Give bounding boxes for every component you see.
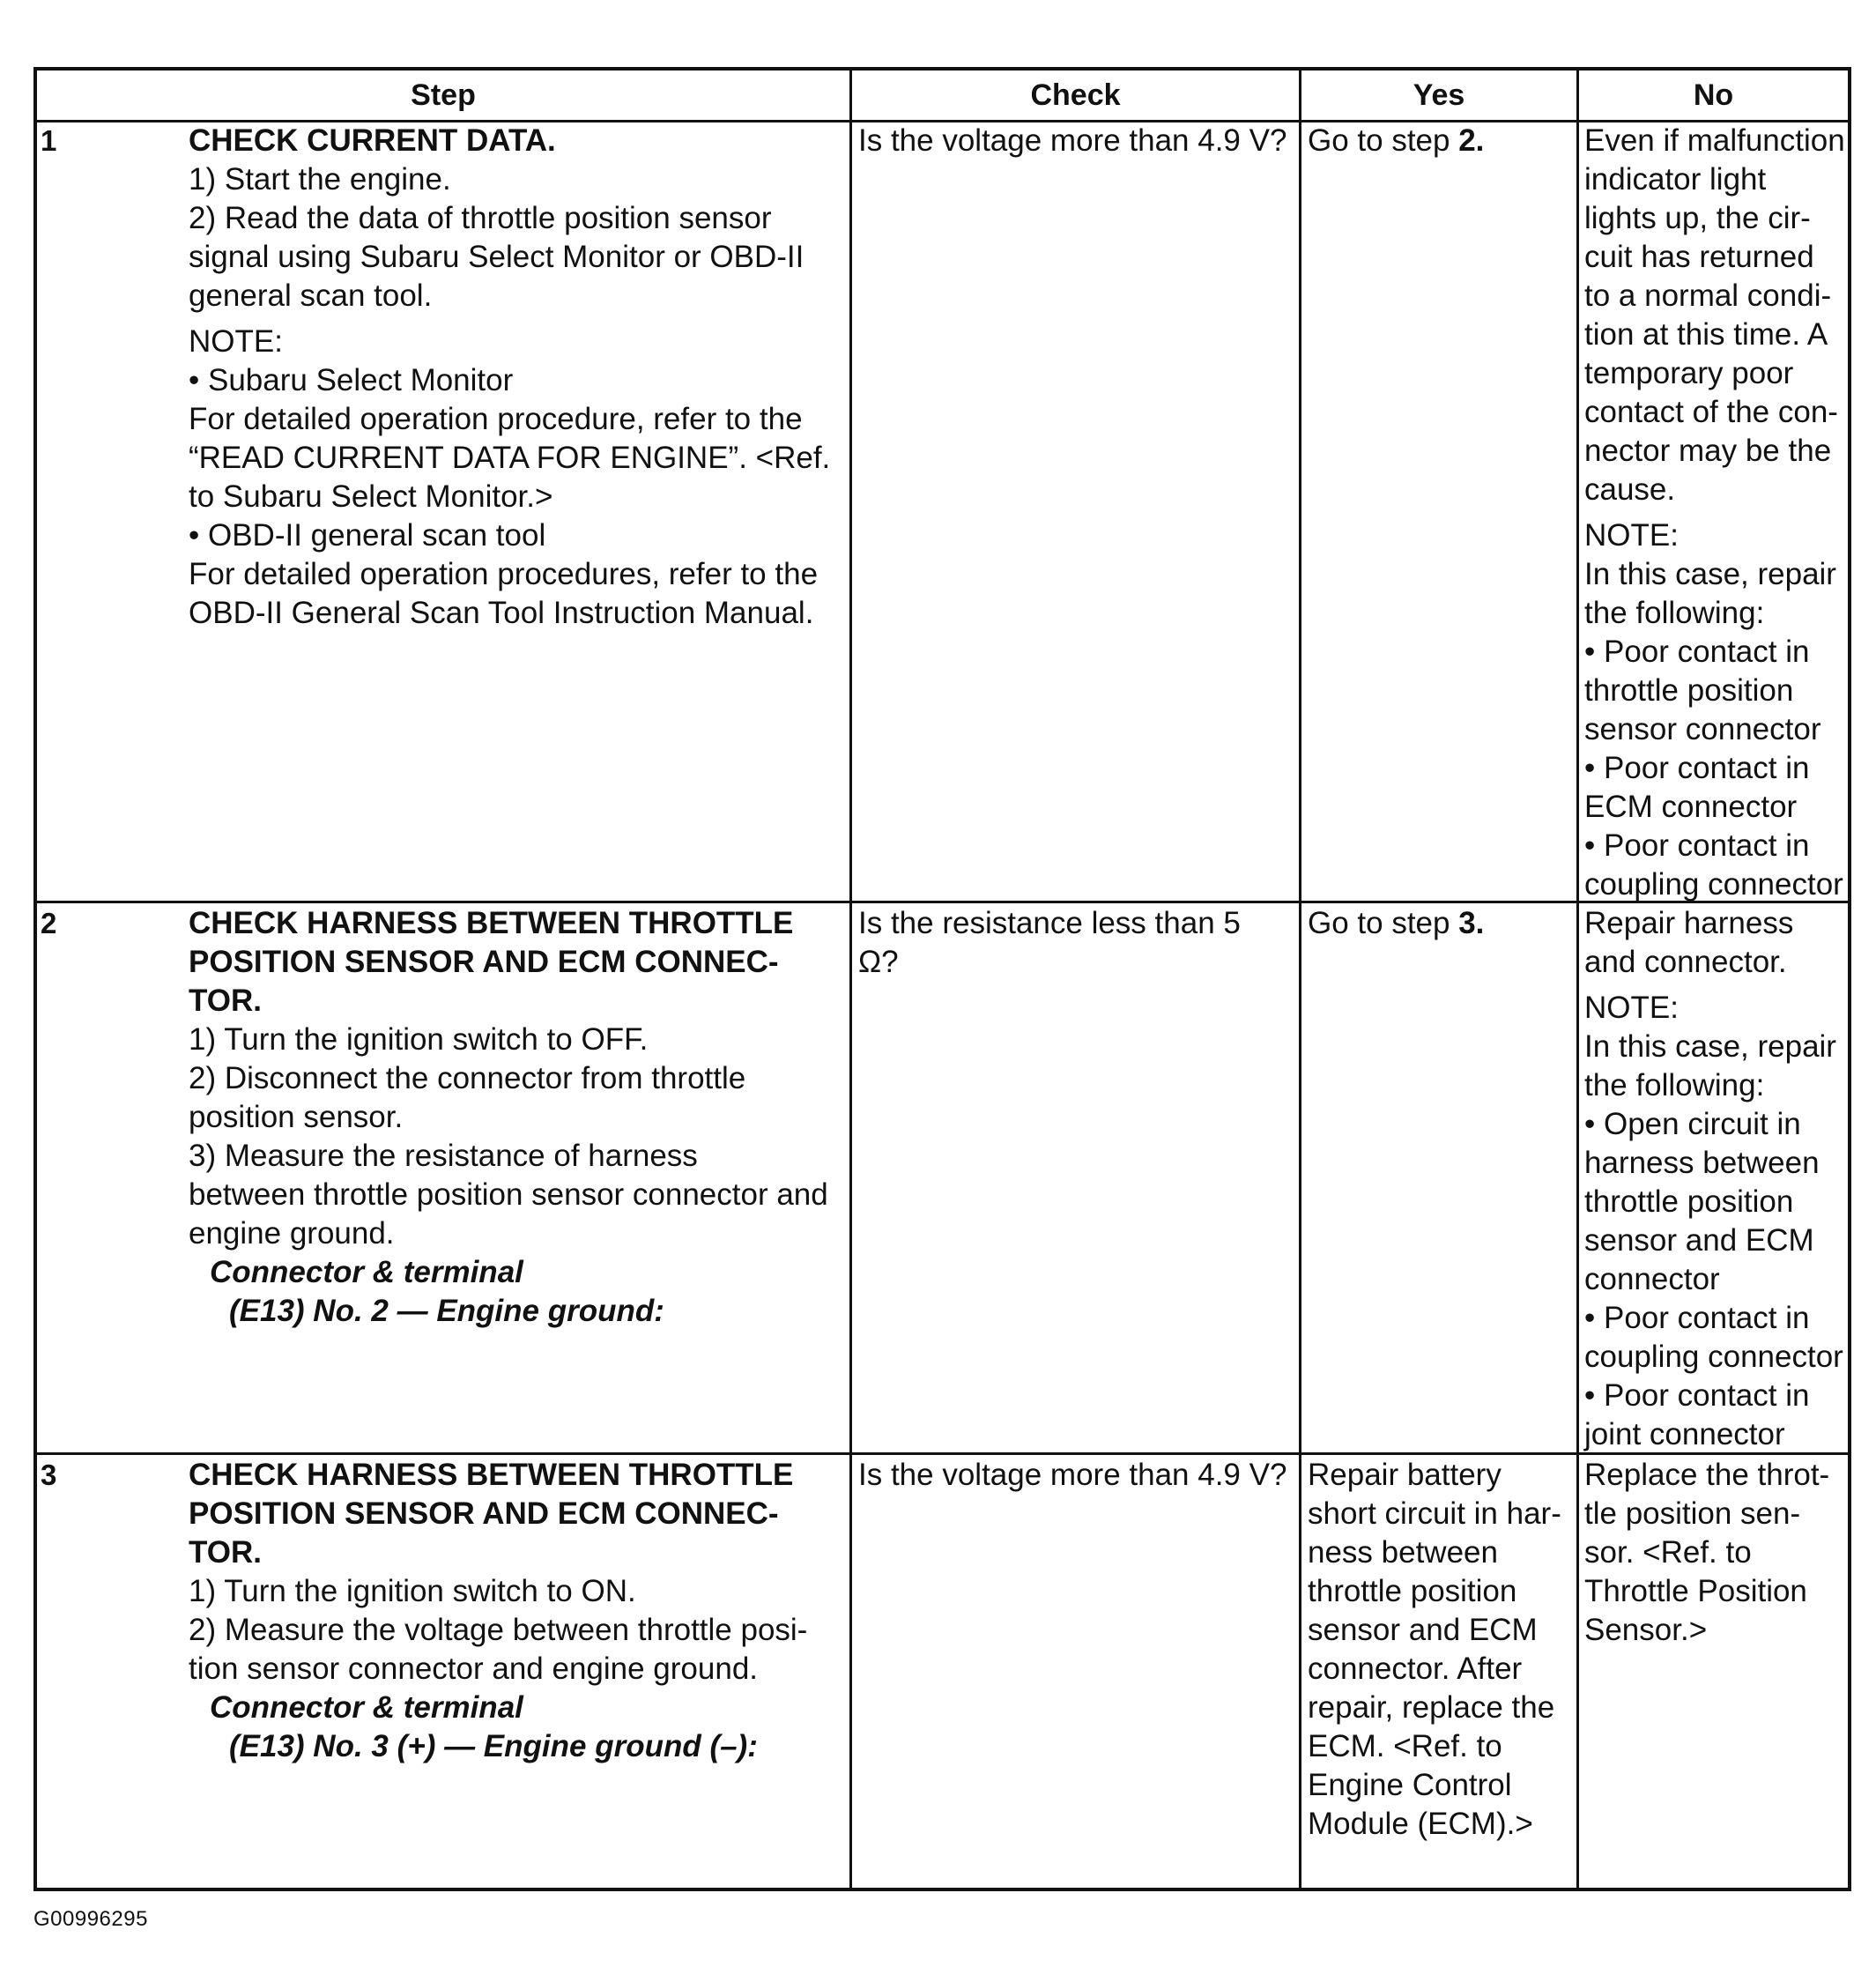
no-note-line: In this case, repair (1584, 1029, 1836, 1064)
no-cell (1584, 904, 1843, 1454)
no-line: Throttle Position (1584, 1574, 1807, 1608)
spec-value: (E13) No. 2 — Engine ground: (229, 1294, 664, 1328)
row-divider (37, 1452, 1848, 1455)
no-note-line: sensor connector (1584, 712, 1821, 746)
check-question: Is the voltage more than 4.9 V? (858, 123, 1287, 158)
yes-line: connector. After (1308, 1652, 1523, 1686)
no-note-line: • Poor contact in (1584, 828, 1810, 863)
yes-cell (1308, 904, 1484, 943)
step-title: CHECK HARNESS BETWEEN THROTTLE (189, 906, 794, 940)
step-line: tion sensor connector and engine ground. (189, 1652, 759, 1686)
step-line: 1) Turn the ignition switch to ON. (189, 1574, 636, 1608)
step-line: 2) Measure the voltage between throttle posi- (189, 1613, 808, 1647)
no-note-line: throttle position (1584, 1184, 1794, 1219)
note-line: OBD-II General Scan Tool Instruction Manual. (189, 596, 814, 630)
no-note-line: the following: (1584, 1068, 1765, 1102)
note-line: • Subaru Select Monitor (189, 363, 514, 397)
note-line: “READ CURRENT DATA FOR ENGINE”. <Ref. (189, 441, 831, 475)
yes-line: Engine Control (1308, 1768, 1512, 1802)
yes-action (1308, 904, 1484, 943)
step-number: 1 (41, 124, 57, 157)
no-line: nector may be the (1584, 434, 1832, 468)
header-no: No (1693, 78, 1734, 112)
no-line: Sensor.> (1584, 1613, 1708, 1647)
row-divider (37, 901, 1848, 903)
no-line: tion at this time. A (1584, 317, 1828, 352)
header-check: Check (1030, 78, 1121, 112)
step-instructions (189, 1456, 807, 1766)
step-line: 2) Disconnect the connector from throttle (189, 1061, 746, 1095)
step-number: 2 (41, 907, 57, 939)
yes-line: Repair battery (1308, 1458, 1502, 1492)
no-line: Repair harness (1584, 906, 1794, 940)
no-note-line: In this case, repair (1584, 557, 1836, 591)
no-line: cuit has returned (1584, 240, 1814, 274)
header-step: Step (411, 78, 476, 112)
step-line: 2) Read the data of throttle position sensor (189, 201, 772, 235)
step-line: 3) Measure the resistance of harness (189, 1139, 698, 1173)
no-line: Even if malfunction (1584, 123, 1845, 158)
no-note-line: the following: (1584, 596, 1765, 630)
column-divider (1576, 71, 1579, 1888)
step-line: position sensor. (189, 1100, 404, 1134)
check-cell (858, 1456, 1287, 1495)
no-line: tle position sen- (1584, 1496, 1801, 1531)
yes-line: short circuit in har- (1308, 1496, 1561, 1531)
yes-cell (1308, 1456, 1561, 1844)
yes-line: sensor and ECM (1308, 1613, 1538, 1647)
spec-label: Connector & terminal (210, 1690, 523, 1725)
step-title: POSITION SENSOR AND ECM CONNEC- (189, 1496, 779, 1531)
step-line: engine ground. (189, 1216, 395, 1251)
yes-line: ness between (1308, 1535, 1498, 1570)
no-note-line: • Poor contact in (1584, 1378, 1810, 1413)
no-note-line: • Poor contact in (1584, 635, 1810, 669)
step-line: 1) Turn the ignition switch to OFF. (189, 1022, 649, 1057)
step-line: signal using Subaru Select Monitor or OBD-II (189, 240, 805, 274)
check-question: Is the voltage more than 4.9 V? (858, 1458, 1287, 1492)
no-note-line: sensor and ECM (1584, 1223, 1814, 1258)
step-instructions (189, 904, 828, 1331)
no-note-line: • Open circuit in (1584, 1107, 1801, 1141)
yes-cell (1308, 122, 1484, 160)
no-note-line: coupling connector (1584, 1340, 1843, 1374)
no-note-line: ECM connector (1584, 790, 1798, 824)
no-line: and connector. (1584, 945, 1787, 979)
yes-step-link: 2. (1458, 123, 1485, 158)
step-title: CHECK HARNESS BETWEEN THROTTLE (189, 1458, 794, 1492)
no-line: lights up, the cir- (1584, 201, 1811, 235)
no-note-line: harness between (1584, 1146, 1820, 1180)
yes-line: ECM. <Ref. to (1308, 1729, 1502, 1763)
yes-line: throttle position (1308, 1574, 1517, 1608)
step-title: TOR. (189, 984, 262, 1018)
no-note-line: connector (1584, 1262, 1720, 1296)
spec-label: Connector & terminal (210, 1255, 523, 1289)
check-cell (858, 904, 1241, 982)
step-line: between throttle position sensor connector and (189, 1177, 828, 1212)
no-line: indicator light (1584, 162, 1767, 197)
no-line: temporary poor (1584, 356, 1794, 390)
step-number: 3 (41, 1459, 57, 1491)
no-line: to a normal condi- (1584, 278, 1832, 313)
diagnostic-table (33, 67, 1851, 1891)
check-question: Ω? (858, 945, 899, 979)
no-note-line: joint connector (1584, 1417, 1785, 1451)
column-divider (849, 71, 852, 1888)
yes-prefix: Go to step (1308, 123, 1459, 158)
no-note-line: • Poor contact in (1584, 751, 1810, 785)
check-cell (858, 122, 1287, 160)
no-note-line: throttle position (1584, 673, 1794, 708)
spec-value: (E13) No. 3 (+) — Engine ground (–): (229, 1729, 758, 1763)
figure-code: G00996295 (33, 1907, 148, 1931)
no-note-line: coupling connector (1584, 867, 1843, 902)
yes-step-link: 3. (1458, 906, 1485, 940)
check-question: Is the resistance less than 5 (858, 906, 1241, 940)
step-instructions (189, 122, 830, 633)
step-title: CHECK CURRENT DATA. (189, 123, 556, 158)
note-line: For detailed operation procedure, refer to the (189, 402, 803, 436)
yes-line: repair, replace the (1308, 1690, 1555, 1725)
note-line: For detailed operation procedures, refer to the (189, 557, 819, 591)
note-label: NOTE: (189, 324, 283, 359)
column-divider (1299, 71, 1301, 1888)
note-line: to Subaru Select Monitor.> (189, 479, 553, 514)
no-line: contact of the con- (1584, 395, 1838, 429)
step-line: 1) Start the engine. (189, 162, 451, 197)
step-title: POSITION SENSOR AND ECM CONNEC- (189, 945, 779, 979)
note-line: • OBD-II general scan tool (189, 518, 546, 553)
no-cell (1584, 122, 1845, 904)
step-line: general scan tool. (189, 278, 433, 313)
no-note-line: • Poor contact in (1584, 1301, 1810, 1335)
no-note-label: NOTE: (1584, 518, 1679, 553)
no-line: sor. <Ref. to (1584, 1535, 1752, 1570)
no-line: Replace the throt- (1584, 1458, 1830, 1492)
no-cell (1584, 1456, 1829, 1650)
header-yes: Yes (1413, 78, 1465, 112)
no-note-label: NOTE: (1584, 991, 1679, 1025)
yes-action (1308, 122, 1484, 160)
yes-line: Module (ECM).> (1308, 1807, 1533, 1841)
step-title: TOR. (189, 1535, 262, 1570)
no-line: cause. (1584, 472, 1676, 507)
yes-prefix: Go to step (1308, 906, 1459, 940)
